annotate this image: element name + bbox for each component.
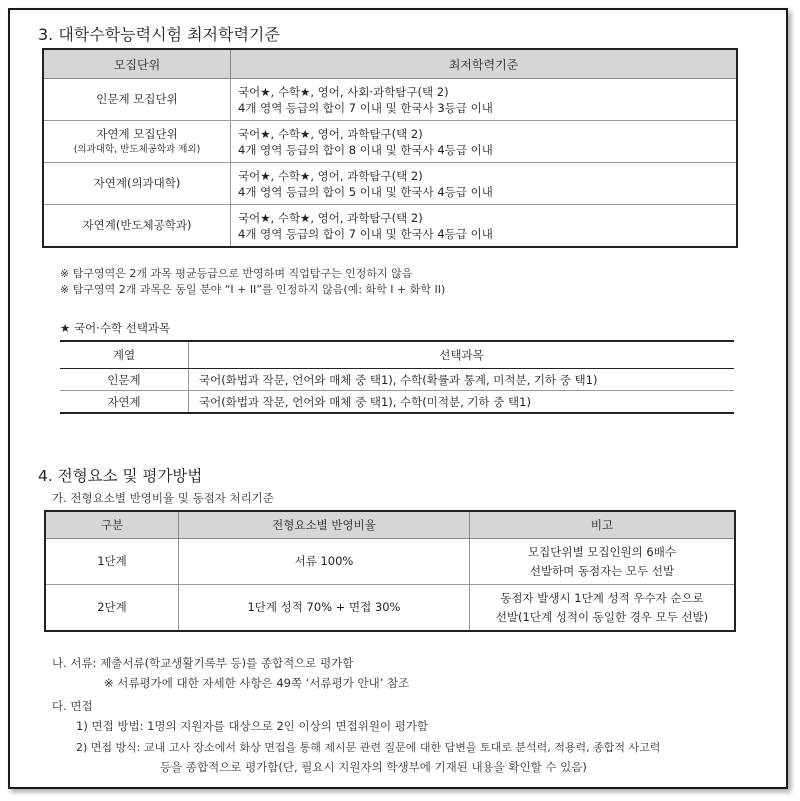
elective-table xyxy=(60,340,734,414)
min-standard-table xyxy=(42,48,738,248)
note-line2: 선발하며 동점자는 모두 선발 xyxy=(529,563,675,578)
stage-cell: 1단계 xyxy=(45,539,179,585)
standard-line2: 4개 영역 등급의 합이 7 이내 및 한국사 4등급 이내 xyxy=(238,226,493,241)
section3-title: 3. 대학수학능력시험 최저학력기준 xyxy=(38,25,280,44)
standard-line1: 국어★, 수학★, 영어, 과학탐구(택 2) xyxy=(238,126,423,141)
table-row xyxy=(43,79,737,121)
header-unit: 모집단위 xyxy=(43,49,231,79)
subsection-b: 나. 서류: 제출서류(학교생활기록부 등)를 종합적으로 평가함 xyxy=(52,656,354,670)
unit-cell xyxy=(43,163,231,205)
table-header-row xyxy=(45,511,735,539)
subjects-cell: 국어(화법과 작문, 언어와 매체 중 택1), 수학(미적분, 기하 중 택1) xyxy=(189,391,735,414)
table-row xyxy=(45,539,735,585)
note-line1: 모집단위별 모집인원의 6배수 xyxy=(528,544,676,559)
track-cell: 자연계 xyxy=(60,391,189,414)
standard-line1: 국어★, 수학★, 영어, 사회·과학탐구(택 2) xyxy=(238,84,449,99)
table-row xyxy=(43,121,737,163)
unit-label: 자연계 모집단위 xyxy=(96,126,178,141)
standard-line2: 4개 영역 등급의 합이 7 이내 및 한국사 3등급 이내 xyxy=(238,100,493,115)
standard-line1: 국어★, 수학★, 영어, 과학탐구(택 2) xyxy=(238,210,423,225)
unit-cell xyxy=(43,205,231,248)
header-ratio: 전형요소별 반영비율 xyxy=(179,511,470,539)
ratio-cell: 서류 100% xyxy=(179,539,470,585)
table-header-row xyxy=(60,341,734,369)
note-line1: 동점자 발생시 1단계 성적 우수자 순으로 xyxy=(500,590,704,605)
section4-title: 4. 전형요소 및 평가방법 xyxy=(38,467,203,485)
note-2: ※ 탐구영역 2개 과목은 동일 분야 “I + II”를 인정하지 않음(예: 화학 I + 화학 II) xyxy=(60,283,446,296)
standard-cell xyxy=(231,205,738,248)
subsection-b-note: ※ 서류평가에 대한 자세한 사항은 49쪽 ‘서류평가 안내’ 참조 xyxy=(104,676,410,690)
standard-cell xyxy=(231,121,738,163)
standard-cell xyxy=(231,79,738,121)
unit-cell xyxy=(43,79,231,121)
stage-cell: 2단계 xyxy=(45,585,179,632)
header-track: 계열 xyxy=(60,341,189,369)
header-note: 비고 xyxy=(470,511,736,539)
table-row xyxy=(60,369,734,391)
unit-sublabel: (의과대학, 반도체공학과 제외) xyxy=(73,143,201,155)
header-standard: 최저학력기준 xyxy=(231,49,738,79)
interview-method: 1) 면접 방법: 1명의 지원자를 대상으로 2인 이상의 면접위원이 평가함 xyxy=(76,719,429,733)
elective-title: ★ 국어·수학 선택과목 xyxy=(60,321,171,335)
unit-cell xyxy=(43,121,231,163)
subsection-c: 다. 면접 xyxy=(52,699,93,713)
interview-format-cont: 등을 종합적으로 평가함(단, 필요시 지원자의 학생부에 기재된 내용을 확인할 수 있음) xyxy=(160,760,587,774)
note-cell xyxy=(470,539,736,585)
track-cell: 인문계 xyxy=(60,369,189,391)
table-row xyxy=(43,205,737,248)
table-row xyxy=(45,585,735,632)
table-row xyxy=(60,391,734,414)
header-subjects: 선택과목 xyxy=(189,341,735,369)
notes xyxy=(60,266,445,298)
subjects-cell: 국어(화법과 작문, 언어와 매체 중 택1), 수학(확률과 통계, 미적분, 기하 중 택1) xyxy=(189,369,735,391)
evaluation-table xyxy=(44,510,736,632)
table-header-row xyxy=(43,49,737,79)
note-line2: 선발(1단계 성적이 동일한 경우 모두 선발) xyxy=(495,609,709,624)
ratio-cell: 1단계 성적 70% + 면접 30% xyxy=(179,585,470,632)
standard-line2: 4개 영역 등급의 합이 5 이내 및 한국사 4등급 이내 xyxy=(238,184,493,199)
unit-label: 자연계(반도체공학과) xyxy=(82,218,192,232)
standard-line1: 국어★, 수학★, 영어, 과학탐구(택 2) xyxy=(238,168,423,183)
unit-label: 자연계(의과대학) xyxy=(93,176,181,190)
unit-label: 인문계 모집단위 xyxy=(96,92,178,106)
subsection-a: 가. 전형요소별 반영비율 및 동점자 처리기준 xyxy=(52,491,274,505)
header-stage: 구분 xyxy=(45,511,179,539)
note-cell xyxy=(470,585,736,632)
note-1: ※ 탐구영역은 2개 과목 평균등급으로 반영하며 직업탐구는 인정하지 않음 xyxy=(60,267,413,280)
table-row xyxy=(43,163,737,205)
interview-format: 2) 면접 방식: 교내 고사 장소에서 화상 면접을 통해 제시문 관련 질문에 대한 답변을 토대로 분석력, 적용력, 종합적 사고력 xyxy=(76,741,661,754)
standard-line2: 4개 영역 등급의 합이 8 이내 및 한국사 4등급 이내 xyxy=(238,142,493,157)
standard-cell xyxy=(231,163,738,205)
